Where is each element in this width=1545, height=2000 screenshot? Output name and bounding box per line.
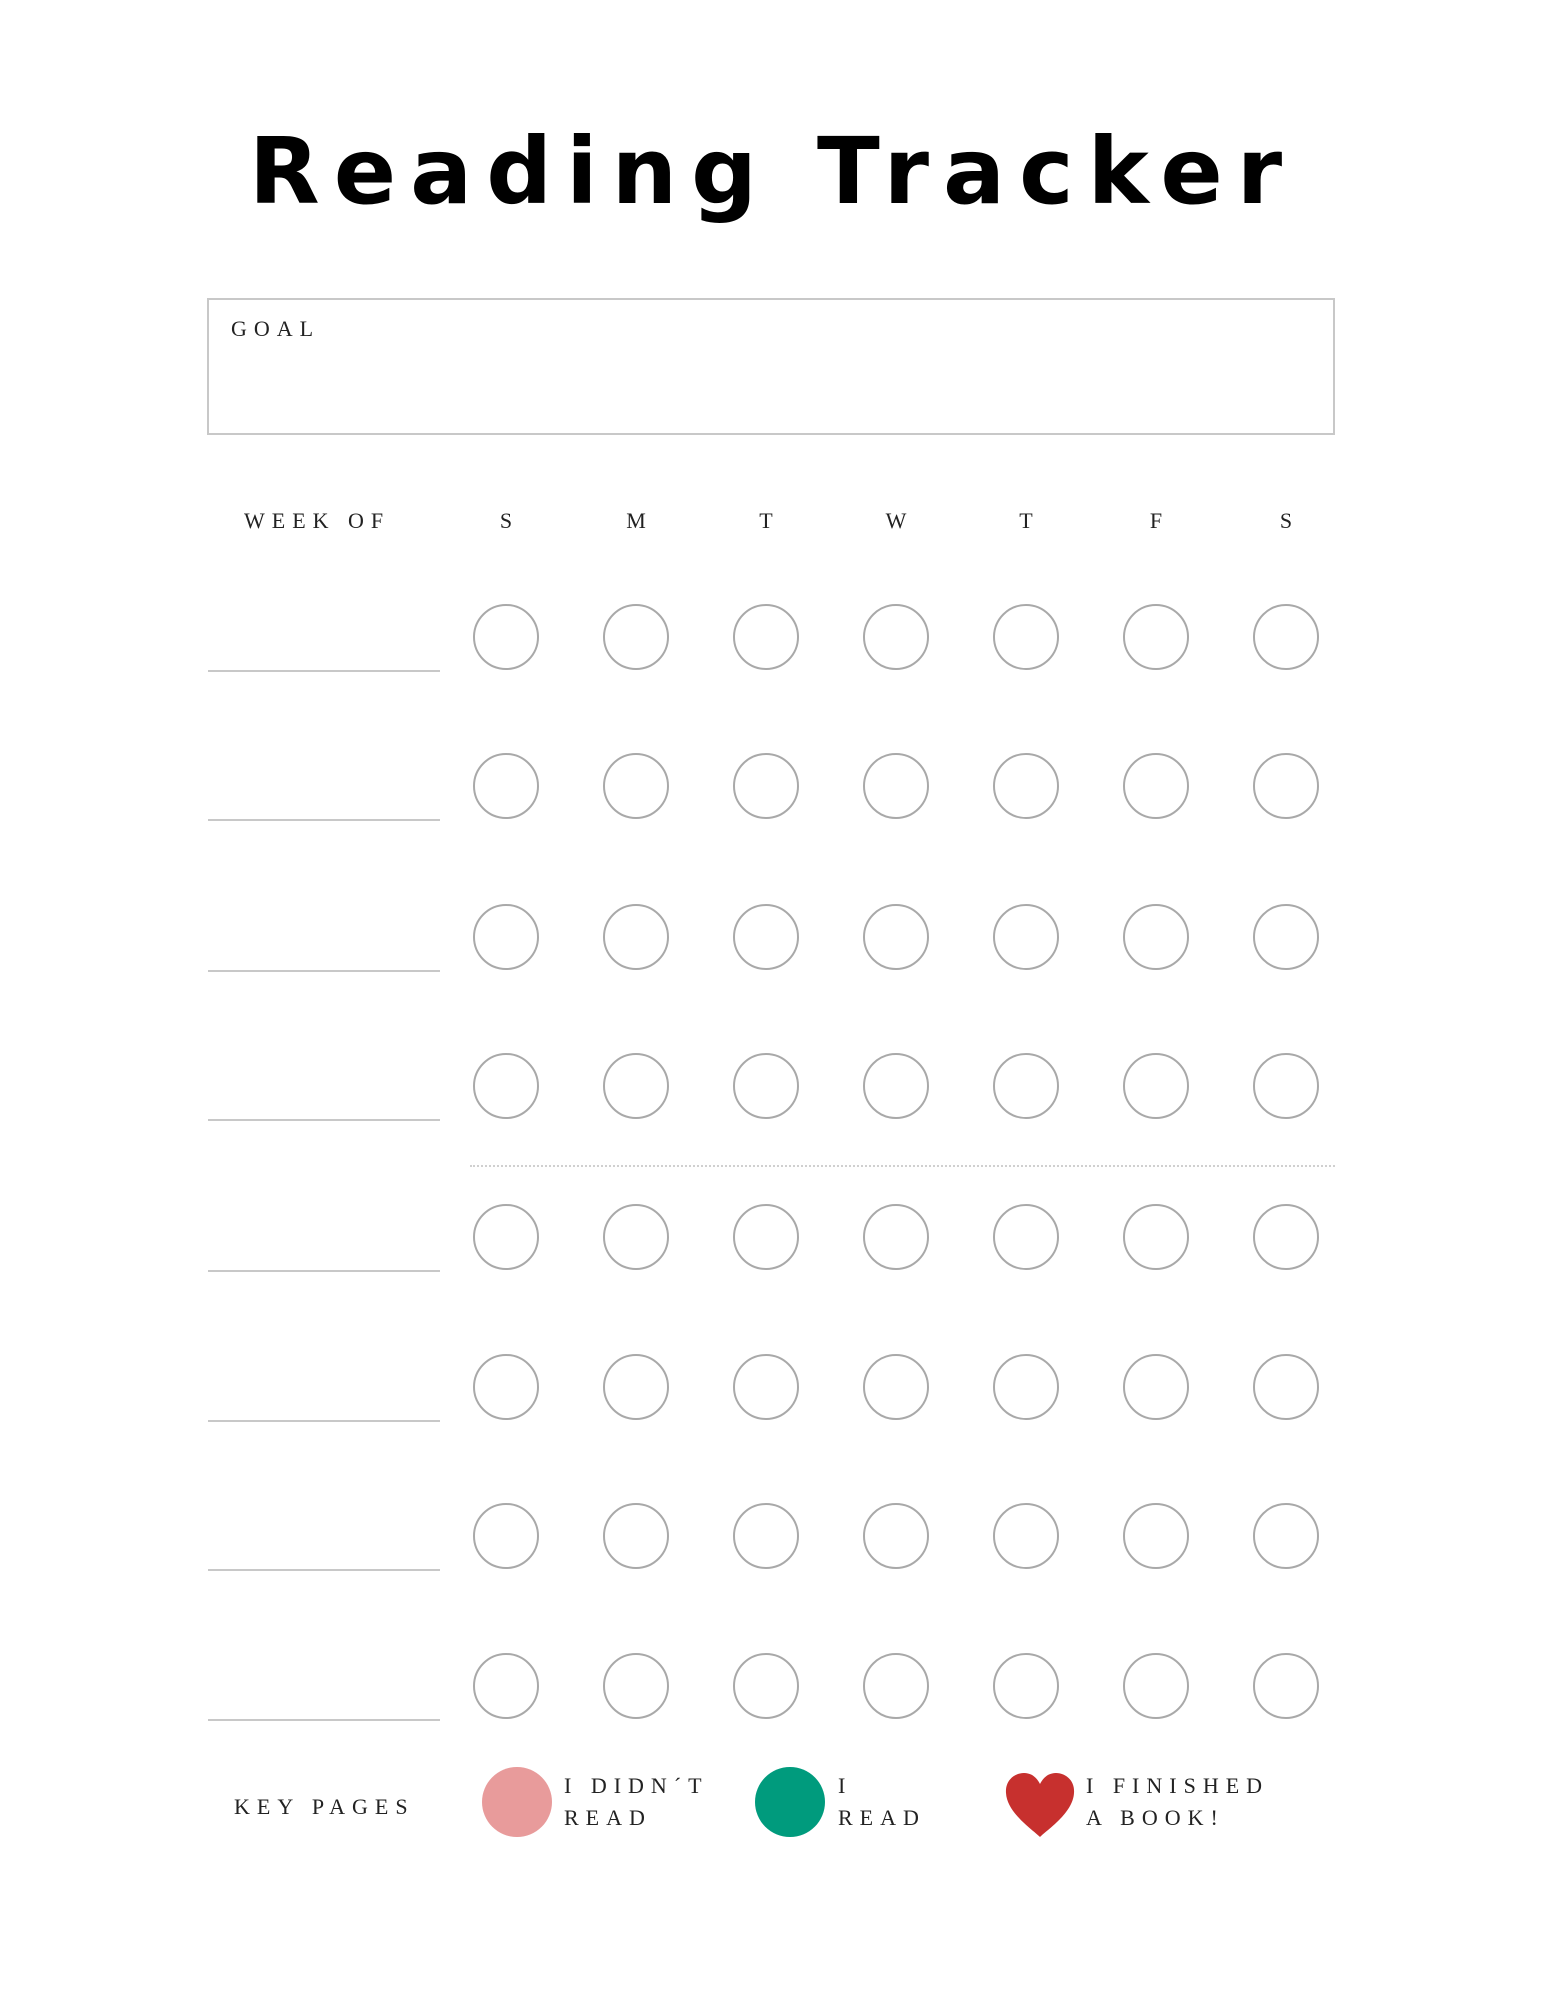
day-circle-saturday[interactable]	[1253, 1204, 1319, 1270]
day-circle-friday[interactable]	[1123, 604, 1189, 670]
day-circle-tuesday[interactable]	[733, 904, 799, 970]
day-circle-wednesday[interactable]	[863, 1653, 929, 1719]
day-circle-monday[interactable]	[603, 1653, 669, 1719]
day-circle-friday[interactable]	[1123, 1653, 1189, 1719]
day-circle-thursday[interactable]	[993, 1354, 1059, 1420]
day-circle-tuesday[interactable]	[733, 1503, 799, 1569]
day-label-tuesday: T	[759, 508, 780, 533]
week-of-line[interactable]	[208, 1270, 440, 1272]
day-circle-friday[interactable]	[1123, 753, 1189, 819]
day-circle-saturday[interactable]	[1253, 753, 1319, 819]
day-circle-thursday[interactable]	[993, 1653, 1059, 1719]
month-divider	[470, 1165, 1335, 1167]
day-circle-sunday[interactable]	[473, 1354, 539, 1420]
page-title: Reading Tracker	[248, 118, 1297, 225]
day-circle-thursday[interactable]	[993, 1053, 1059, 1119]
day-circle-wednesday[interactable]	[863, 1053, 929, 1119]
day-circle-saturday[interactable]	[1253, 1053, 1319, 1119]
week-of-line[interactable]	[208, 1420, 440, 1422]
day-circle-sunday[interactable]	[473, 1053, 539, 1119]
day-label-monday: M	[626, 508, 653, 533]
day-circle-wednesday[interactable]	[863, 1503, 929, 1569]
day-circle-friday[interactable]	[1123, 1204, 1189, 1270]
week-of-line[interactable]	[208, 970, 440, 972]
day-circle-monday[interactable]	[603, 604, 669, 670]
day-circle-thursday[interactable]	[993, 904, 1059, 970]
day-circle-friday[interactable]	[1123, 1503, 1189, 1569]
day-circle-sunday[interactable]	[473, 1503, 539, 1569]
day-circle-tuesday[interactable]	[733, 1053, 799, 1119]
day-circle-tuesday[interactable]	[733, 1653, 799, 1719]
day-circle-friday[interactable]	[1123, 1354, 1189, 1420]
goal-box[interactable]	[207, 298, 1335, 435]
goal-label: GOAL	[231, 316, 321, 341]
day-label-sunday: S	[499, 508, 520, 533]
day-label-thursday: T	[1019, 508, 1040, 533]
key-label-finished-book: I FINISHED A BOOK!	[1086, 1773, 1270, 1830]
day-circle-tuesday[interactable]	[733, 604, 799, 670]
day-circle-thursday[interactable]	[993, 1204, 1059, 1270]
heart-icon	[1003, 1771, 1077, 1839]
week-of-line[interactable]	[208, 1719, 440, 1721]
day-circle-tuesday[interactable]	[733, 753, 799, 819]
day-circle-wednesday[interactable]	[863, 753, 929, 819]
day-label-wednesday: W	[885, 508, 914, 533]
day-circle-saturday[interactable]	[1253, 1653, 1319, 1719]
day-circle-monday[interactable]	[603, 1503, 669, 1569]
key-title: KEY PAGES	[234, 1794, 415, 1819]
week-of-line[interactable]	[208, 1119, 440, 1121]
day-circle-monday[interactable]	[603, 1053, 669, 1119]
day-circle-wednesday[interactable]	[863, 1204, 929, 1270]
key-label-didnt-read: I DIDN´T READ	[564, 1773, 709, 1830]
day-circle-monday[interactable]	[603, 904, 669, 970]
day-circle-wednesday[interactable]	[863, 904, 929, 970]
week-of-line[interactable]	[208, 1569, 440, 1571]
day-circle-thursday[interactable]	[993, 1503, 1059, 1569]
day-circle-saturday[interactable]	[1253, 1503, 1319, 1569]
pink-circle-icon	[482, 1767, 552, 1837]
day-label-saturday: S	[1279, 508, 1300, 533]
green-circle-icon	[755, 1767, 825, 1837]
day-circle-thursday[interactable]	[993, 604, 1059, 670]
day-circle-sunday[interactable]	[473, 1653, 539, 1719]
tracker-header	[0, 508, 1545, 538]
day-circle-monday[interactable]	[603, 753, 669, 819]
day-circle-tuesday[interactable]	[733, 1354, 799, 1420]
day-circle-thursday[interactable]	[993, 753, 1059, 819]
week-of-label: WEEK OF	[244, 508, 391, 533]
day-circle-wednesday[interactable]	[863, 604, 929, 670]
day-circle-monday[interactable]	[603, 1354, 669, 1420]
day-circle-monday[interactable]	[603, 1204, 669, 1270]
day-circle-saturday[interactable]	[1253, 1354, 1319, 1420]
day-circle-saturday[interactable]	[1253, 604, 1319, 670]
key-label-read: I READ	[838, 1773, 926, 1830]
day-circle-sunday[interactable]	[473, 604, 539, 670]
week-of-line[interactable]	[208, 670, 440, 672]
day-label-friday: F	[1149, 508, 1170, 533]
day-circle-tuesday[interactable]	[733, 1204, 799, 1270]
day-circle-saturday[interactable]	[1253, 904, 1319, 970]
day-circle-sunday[interactable]	[473, 1204, 539, 1270]
day-circle-wednesday[interactable]	[863, 1354, 929, 1420]
day-circle-sunday[interactable]	[473, 904, 539, 970]
week-of-line[interactable]	[208, 819, 440, 821]
day-circle-sunday[interactable]	[473, 753, 539, 819]
day-circle-friday[interactable]	[1123, 904, 1189, 970]
day-circle-friday[interactable]	[1123, 1053, 1189, 1119]
